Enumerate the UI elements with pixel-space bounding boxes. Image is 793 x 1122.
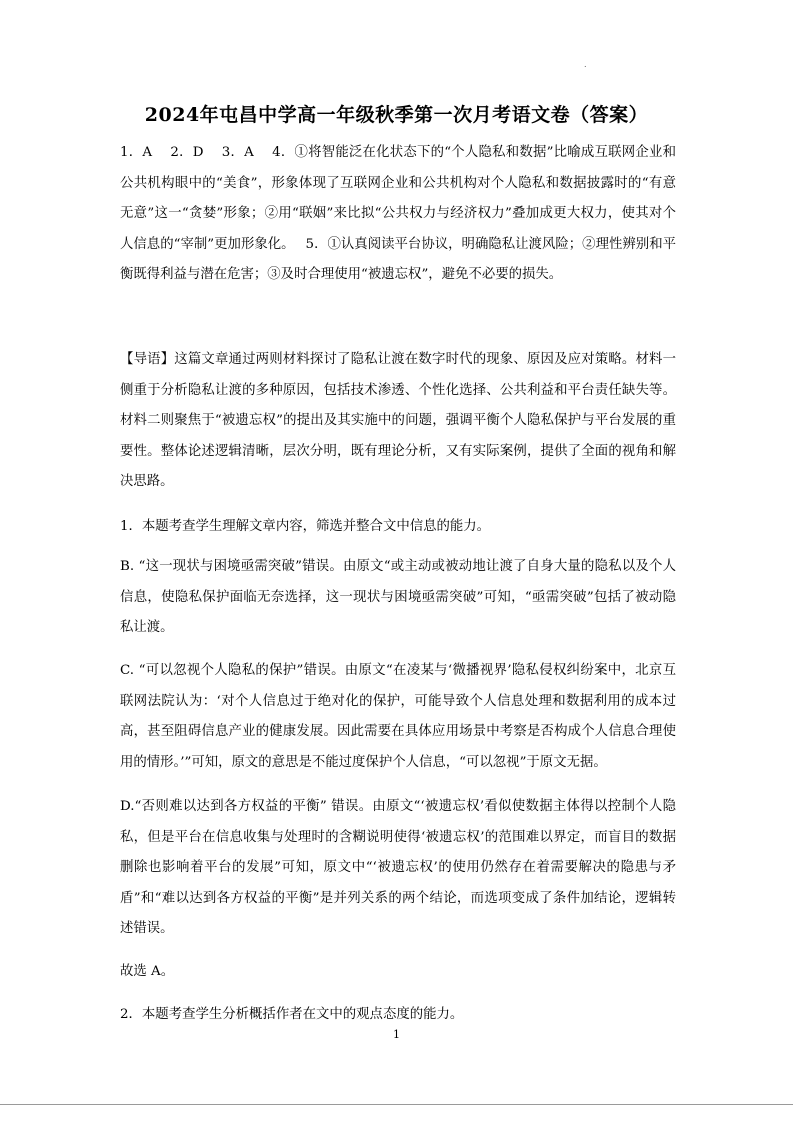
option-c-text: C. “可以忽视个人隐私的保护”错误。由原文“在凌某与‘微播视界’隐私侵权纠纷案中，北京互联网法院认为：‘对个人信息过于绝对化的保护，可能导致个人信息处理和数据利用的成本过高，甚至阻碍信息产业的健康发展。因此需要在具体应用场景中考察是否构成个人信息合理使用的情形。’”可知，原文的意思是不能过度保护个人信息，“可以忽视”于原文无据。: [120, 663, 676, 770]
guide-text: 【导语】这篇文章通过两则材料探讨了隐私让渡在数字时代的现象、原因及应对策略。材料一侧重于分析隐私让渡的多种原因，包括技术渗透、个性化选择、公共利益和平台责任缺失等。材料二则聚焦于“被遗忘权”的提出及其实施中的问题，强调平衡个人隐私保护与平台发展的重要性。整体论述逻辑清晰，层次分明，既有理论分析，又有实际案例，提供了全面的视角和解决思路。: [120, 352, 676, 489]
option-b-text: B. “这一现状与困境亟需突破”错误。由原文“或主动或被动地让渡了自身大量的隐私以及个人信息，使隐私保护面临无奈选择，这一现状与困境亟需突破”可知，“亟需突破”包括了被动隐私让渡。: [120, 559, 676, 635]
question-2-heading: [120, 1000, 676, 1031]
question-2-text: 2．本题考查学生分析概括作者在文中的观点态度的能力。: [120, 1007, 464, 1022]
option-c-analysis: [120, 656, 676, 778]
selection-conclusion: [120, 957, 676, 988]
selection-text: 故选 A。: [120, 964, 175, 979]
page-bottom-divider: [0, 1104, 793, 1105]
question-1-heading: [120, 512, 676, 543]
answer-key: [120, 138, 676, 291]
corner-mark: .: [584, 60, 587, 69]
page-title: 2024年屯昌中学高一年级秋季第一次月考语文卷（答案）: [144, 104, 649, 126]
guide-section: [120, 345, 676, 498]
option-d-analysis: [120, 792, 676, 945]
option-b-analysis: [120, 552, 676, 644]
question-1-text: 1．本题考查学生理解文章内容，筛选并整合文中信息的能力。: [120, 519, 491, 534]
answer-key-text: 1．A 2．D 3．A 4．①将智能泛在化状态下的“个人隐私和数据”比喻成互联网企业和公共机构眼中的“美食”，形象体现了互联网企业和公共机构对个人隐私和数据披露时的“有意无意”这一“贪婪”形象；②用“联姻”来比拟“公共权力与经济权力”叠加成更大权力，使其对个人信息的“宰制”更加形象化。 5．①认真阅读平台协议，明确隐私让渡风险；②理性辨别和平衡既得利益与潜在危害；③及时合理使用“被遗忘权”，避免不必要的损失。: [120, 145, 676, 282]
option-d-text: D.“否则难以达到各方权益的平衡” 错误。由原文“‘被遗忘权’看似使数据主体得以控制个人隐私，但是平台在信息收集与处理时的含糊说明使得‘被遗忘权’的范围难以界定，而盲目的数据删除也影响着平台的发展”可知，原文中“‘被遗忘权’的使用仍然存在着需要解决的隐患与矛盾”和“难以达到各方权益的平衡”是并列关系的两个结论，而选项变成了条件加结论，逻辑转述错误。: [120, 799, 676, 936]
page-number: 1: [393, 1028, 400, 1041]
